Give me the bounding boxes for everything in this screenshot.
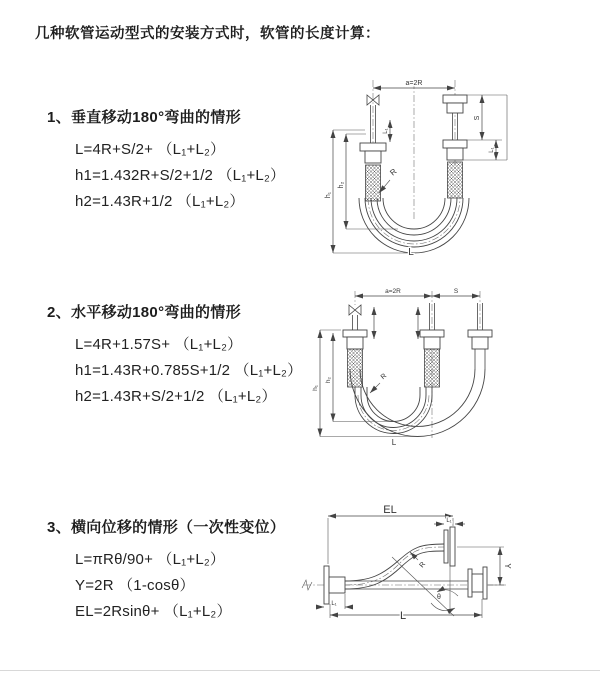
theta-label: θ bbox=[437, 594, 441, 601]
el-label: EL bbox=[383, 504, 397, 516]
radius-label: R bbox=[388, 166, 399, 178]
l1-top-label: L₁ bbox=[446, 518, 452, 524]
l1-bottom-label: L₁ bbox=[331, 601, 337, 607]
dimension-l1 bbox=[489, 140, 496, 160]
braided-hose-section bbox=[348, 349, 363, 387]
dimension-s bbox=[463, 95, 507, 160]
section-vertical-bend bbox=[47, 106, 312, 215]
right-pipe-assembly bbox=[443, 95, 467, 198]
formula-line: EL=2Rsinθ+ （L₁+L₂） bbox=[75, 603, 232, 620]
right-pipe-assembly bbox=[468, 303, 492, 369]
dimension-l1-bottom bbox=[316, 594, 353, 609]
radius-callout bbox=[379, 167, 399, 193]
radius-label: R bbox=[379, 372, 389, 382]
diagram-vertical-bend bbox=[308, 70, 598, 265]
section-horizontal-bend bbox=[47, 301, 312, 410]
displaced-hose bbox=[345, 544, 444, 589]
valve-icon bbox=[349, 305, 361, 315]
left-flange bbox=[324, 566, 345, 604]
formula-line: h1=1.43R+0.785S+1/2 （L₁+L₂） bbox=[75, 362, 303, 379]
h2-label: h₂ bbox=[325, 376, 332, 384]
section-3-heading: 3、横向位移的情形（一次性变位） bbox=[47, 519, 286, 536]
radius-label: R bbox=[418, 560, 428, 570]
section-1-heading: 1、垂直移动180°弯曲的情形 bbox=[47, 109, 241, 126]
page-bottom-rule bbox=[0, 670, 600, 671]
radius-callout bbox=[370, 373, 388, 393]
formula-line: h2=1.43R+S/2+1/2 （L₁+L₂） bbox=[75, 388, 277, 405]
s-label: S bbox=[453, 288, 459, 295]
hose-arcs bbox=[359, 198, 469, 253]
s-label: S bbox=[474, 115, 481, 121]
pipe-break-mark bbox=[302, 580, 312, 590]
formula-line: h1=1.432R+S/2+1/2 （L₁+L₂） bbox=[75, 167, 286, 184]
left-pipe-assembly bbox=[343, 315, 367, 387]
dimension-l bbox=[330, 599, 482, 622]
length-label: L bbox=[399, 610, 407, 622]
section-2-heading: 2、水平移动180°弯曲的情形 bbox=[47, 304, 241, 321]
page-title: 几种软管运动型式的安装方式时，软管的长度计算： bbox=[35, 26, 380, 42]
a2r-label: a=2R bbox=[385, 288, 401, 295]
formula-line: L=πRθ/90+ （L₁+L₂） bbox=[75, 551, 226, 568]
formula-line: h2=1.43R+1/2 （L₁+L₂） bbox=[75, 193, 245, 210]
length-label: L bbox=[391, 438, 397, 447]
section-lateral-displacement bbox=[47, 516, 312, 625]
diagram-horizontal-bend bbox=[308, 283, 598, 468]
braided-hose-section bbox=[448, 162, 463, 198]
straight-pipe bbox=[345, 567, 487, 599]
y-label: Y bbox=[503, 563, 512, 569]
h1-label: h₁ bbox=[312, 385, 319, 391]
h1-label: h₁ bbox=[325, 191, 332, 199]
dimension-l1-left bbox=[383, 120, 390, 142]
dimension-l1-top bbox=[434, 518, 465, 524]
middle-pipe-assembly bbox=[420, 303, 444, 387]
movement-arrows bbox=[374, 307, 418, 339]
dimension-s bbox=[432, 288, 480, 296]
h2-label: h₂ bbox=[338, 181, 345, 189]
braided-hose-section bbox=[366, 165, 381, 201]
l1-left-label: L₁ bbox=[383, 128, 389, 134]
dimension-el bbox=[328, 504, 453, 564]
a2r-label: a=2R bbox=[405, 80, 423, 87]
formula-line: L=4R+S/2+ （L₁+L₂） bbox=[75, 141, 226, 158]
length-label: L bbox=[408, 247, 414, 258]
formula-line: Y=2R （1-cosθ） bbox=[75, 577, 195, 594]
diagram-lateral-displacement bbox=[298, 502, 598, 657]
hose-arcs-shifted bbox=[350, 369, 485, 437]
dimension-a2r bbox=[373, 80, 455, 88]
upper-flange bbox=[444, 527, 455, 566]
braided-hose-section bbox=[425, 349, 440, 387]
formula-line: L=4R+1.57S+ （L₁+L₂） bbox=[75, 336, 243, 353]
dimension-a2r bbox=[355, 288, 432, 296]
l1-label: L₁ bbox=[489, 147, 495, 153]
